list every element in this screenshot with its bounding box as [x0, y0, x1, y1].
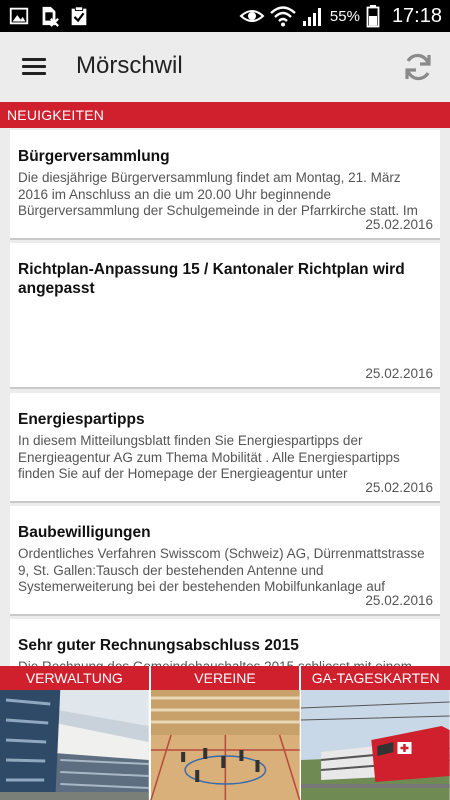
sports-hall-photo — [151, 690, 300, 800]
page-title: Mörschwil — [76, 52, 183, 79]
signal-icon — [302, 5, 324, 27]
refresh-icon[interactable] — [400, 49, 436, 85]
news-excerpt: Die diesjährige Bürgerversammlung findet am Montag, 21. März 2016 im Anschluss an die um 20.00 Uhr beginnende Bürgerversammlung der Schulgemeinde in der Pfarrkirche statt. Im — [18, 170, 418, 218]
news-title: Richtplan-Anpassung 15 / Kantonaler Richtplan wird angepasst — [18, 261, 405, 297]
wifi-icon — [270, 5, 296, 27]
notification-icons — [8, 5, 90, 27]
news-date: 25.02.2016 — [365, 366, 433, 381]
status-bar — [0, 0, 450, 32]
tile-verwaltung[interactable] — [0, 666, 149, 800]
tile-label: GA-TAGESKARTEN — [301, 666, 450, 690]
news-title: Sehr guter Rechnungsabschluss 2015 — [18, 637, 299, 654]
clipboard-check-icon — [68, 5, 90, 27]
train-photo — [301, 690, 450, 800]
news-card[interactable] — [10, 243, 440, 389]
news-date: 25.02.2016 — [365, 593, 433, 608]
news-card[interactable] — [10, 506, 440, 616]
news-title: Baubewilligungen — [18, 524, 151, 541]
tile-label: VEREINE — [151, 666, 300, 690]
image-icon — [8, 5, 30, 27]
news-date: 25.02.2016 — [365, 217, 433, 232]
news-list[interactable] — [0, 128, 450, 666]
tile-ga-tageskarten[interactable] — [301, 666, 450, 800]
sim-x-icon — [38, 5, 60, 27]
news-title: Energiespartipps — [18, 411, 145, 428]
system-icons — [240, 0, 442, 32]
news-card[interactable] — [10, 130, 440, 240]
tile-vereine[interactable] — [151, 666, 300, 800]
news-date: 25.02.2016 — [365, 480, 433, 495]
news-title: Bürgerversammlung — [18, 148, 170, 165]
battery-percentage: 55% — [329, 7, 360, 25]
news-excerpt: In diesem Mitteilungsblatt finden Sie Energiespartipps der Energieagentur AG zum Thema Mobilität . Alle Energiespartipps finden Sie auf der Homepage der Energieagentur unter — [18, 433, 400, 481]
section-header-news: NEUIGKEITEN — [0, 102, 450, 128]
eye-icon — [240, 5, 264, 27]
battery-icon — [366, 4, 380, 28]
news-card[interactable] — [10, 393, 440, 503]
news-excerpt: Ordentliches Verfahren Swisscom (Schweiz) AG, Dürrenmattstrasse 9, St. Gallen:Tausch der bestehenden Antenne und Systemerweiterung bei der bestehenden Mobilfunkanlage auf — [18, 546, 425, 594]
tile-label: VERWALTUNG — [0, 666, 149, 690]
building-photo — [0, 690, 149, 800]
app-bar — [0, 32, 450, 102]
quick-links — [0, 666, 450, 800]
clock: 17:18 — [391, 4, 442, 27]
hamburger-menu-icon[interactable] — [18, 52, 52, 82]
